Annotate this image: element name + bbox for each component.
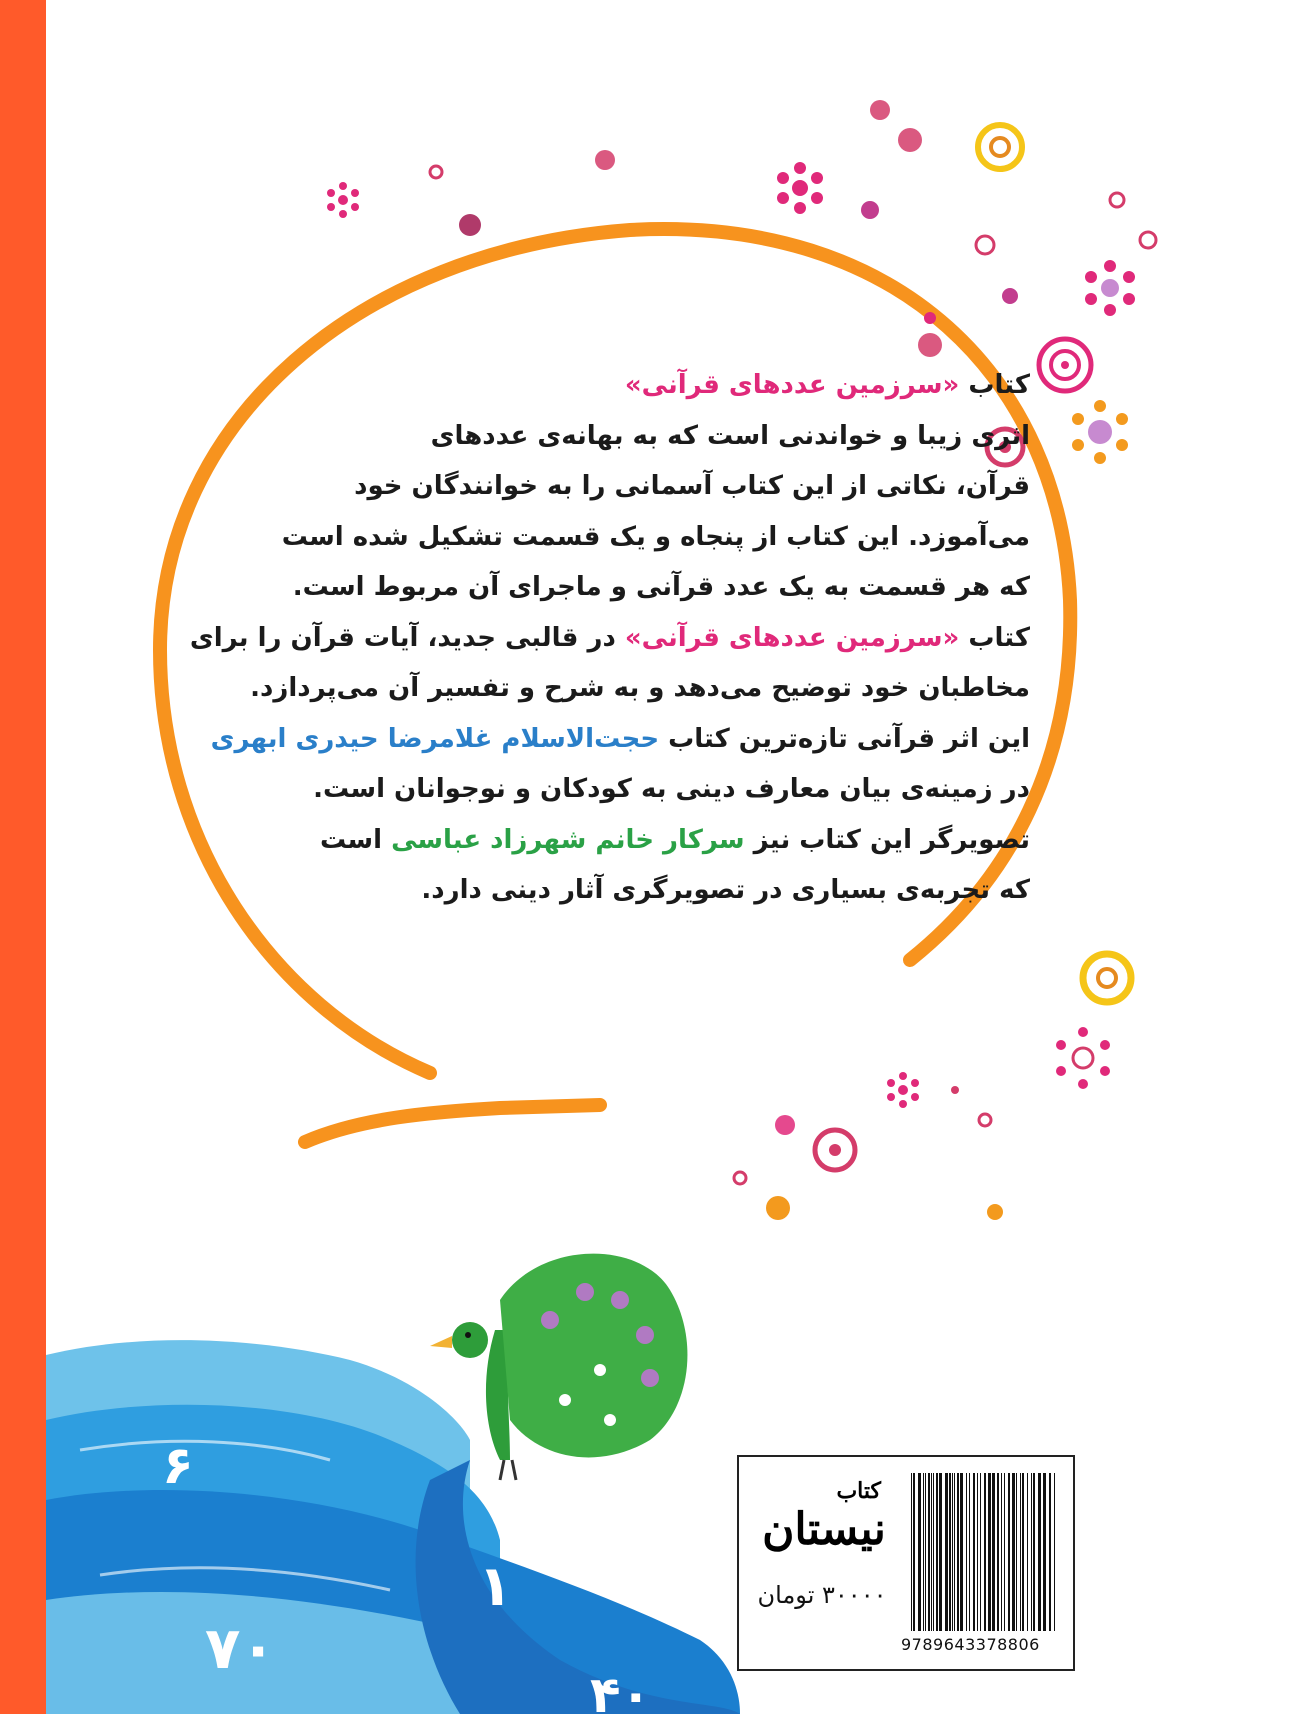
wave-number: ۶ — [162, 1436, 194, 1496]
barcode-bar — [931, 1473, 932, 1631]
barcode-bar — [928, 1473, 930, 1631]
blurb-line: کتاب «سرزمین عددهای قرآنی» — [624, 370, 1030, 400]
author-name: حجت‌الاسلام غلامرضا حیدری ابهری — [210, 723, 660, 754]
barcode-bar — [1043, 1473, 1046, 1631]
barcode-bar — [992, 1473, 995, 1631]
barcode-bar — [1004, 1473, 1005, 1631]
barcode-bar — [918, 1473, 921, 1631]
publisher-logo-small: کتاب — [836, 1478, 881, 1504]
isbn-number: 9789643378806 — [901, 1635, 1040, 1654]
barcode-bar — [957, 1473, 959, 1631]
barcode-bar — [1031, 1473, 1032, 1631]
barcode-bar — [923, 1473, 924, 1631]
barcode-bar — [966, 1473, 967, 1631]
isbn-barcode — [909, 1473, 1059, 1633]
barcode-bar — [977, 1473, 978, 1631]
barcode-bar — [945, 1473, 948, 1631]
publisher-logo-name: نیستان — [762, 1504, 886, 1555]
blurb-line: اثری زیبا و خواندنی است که به بهانه‌ی عددهای — [430, 420, 1030, 451]
barcode-bar — [952, 1473, 953, 1631]
book-title: «سرزمین عددهای قرآنی» — [624, 622, 960, 653]
barcode-bar — [969, 1473, 970, 1631]
barcode-bar — [939, 1473, 942, 1631]
blurb-line: قرآن، نکاتی از این کتاب آسمانی را به خوانندگان خود — [354, 471, 1030, 501]
barcode-bar — [1033, 1473, 1035, 1631]
wave-number: ۴۰ — [590, 1666, 652, 1714]
blurb-line: تصویرگر این کتاب نیز سرکار خانم شهرزاد عباسی است — [320, 824, 1030, 855]
barcode-bar — [1001, 1473, 1002, 1631]
barcode-bar — [933, 1473, 934, 1631]
blurb-line: کتاب «سرزمین عددهای قرآنی» در قالبی جدید، آیات قرآن را برای — [189, 622, 1030, 653]
book-title: «سرزمین عددهای قرآنی» — [624, 370, 960, 400]
barcode-bar — [925, 1473, 926, 1631]
barcode-bar — [1049, 1473, 1051, 1631]
book-description — [189, 360, 1030, 916]
barcode-bar — [1008, 1473, 1010, 1631]
barcode-bar — [960, 1473, 963, 1631]
barcode-bar — [1054, 1473, 1055, 1631]
wave-number: ۱ — [478, 1554, 513, 1619]
barcode-bar — [1027, 1473, 1028, 1631]
illustrator-name: سرکار خانم شهرزاد عباسی — [391, 824, 745, 855]
blurb-line: مخاطبان خود توضیح می‌دهد و به شرح و تفسیر آن می‌پردازد. — [250, 673, 1030, 703]
barcode-bar — [997, 1473, 999, 1631]
barcode-bar — [1016, 1473, 1017, 1631]
publisher-logo — [759, 1479, 889, 1569]
barcode-bar — [988, 1473, 991, 1631]
barcode-bar — [1020, 1473, 1021, 1631]
blurb-line: در زمینه‌ی بیان معارف دینی به کودکان و نوجوانان است. — [313, 774, 1030, 804]
price-label: ۳۰۰۰۰ تومان — [757, 1581, 887, 1609]
decorative-dots-bottom — [734, 954, 1131, 1220]
barcode-bar — [949, 1473, 951, 1631]
barcode-bar — [973, 1473, 975, 1631]
barcode-bar — [1038, 1473, 1041, 1631]
orange-ring-tail — [305, 1105, 600, 1142]
barcode-bar — [911, 1473, 912, 1631]
blurb-line: که تجربه‌ی بسیاری در تصویرگری آثار دینی دارد. — [421, 875, 1030, 905]
barcode-bar — [936, 1473, 938, 1631]
barcode-bar — [980, 1473, 981, 1631]
blurb-line: می‌آموزد. این کتاب از پنجاه و یک قسمت تشکیل شده است — [281, 521, 1030, 552]
barcode-bar — [1022, 1473, 1024, 1631]
blurb-line: این اثر قرآنی تازه‌ترین کتاب حجت‌الاسلام غلامرضا حیدری ابهری — [210, 723, 1030, 754]
wave-number: ۷۰ — [205, 1614, 276, 1682]
barcode-bar — [1012, 1473, 1015, 1631]
blurb-line: که هر قسمت به یک عدد قرآنی و ماجرای آن مربوط است. — [292, 572, 1030, 602]
barcode-bar — [954, 1473, 955, 1631]
barcode-bar — [913, 1473, 915, 1631]
barcode-bar — [984, 1473, 986, 1631]
barcode-panel — [737, 1455, 1075, 1671]
